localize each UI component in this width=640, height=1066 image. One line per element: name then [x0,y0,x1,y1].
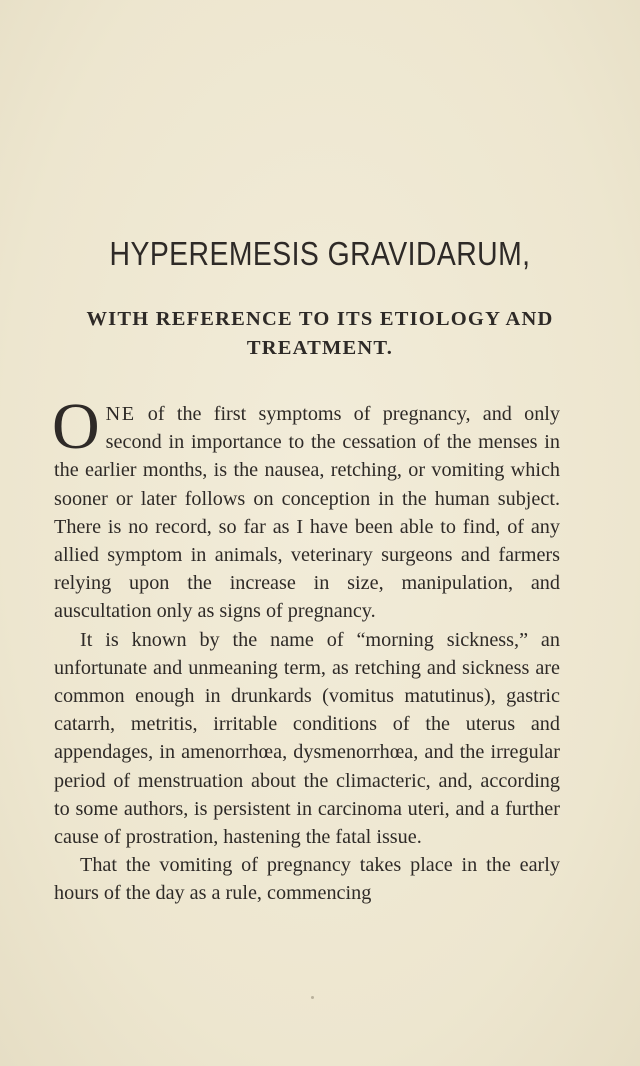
chapter-subtitle: WITH REFERENCE TO ITS ETIOLOGY AND TREATMENT. [86,308,554,359]
chapter-title: HYPEREMESIS GRAVIDARUM, [109,235,531,272]
body-text [52,390,560,908]
drop-cap-letter: O [52,390,100,463]
opening-small-caps: NE [105,403,136,425]
paragraph-1 [52,390,560,626]
paper-speck [311,996,314,999]
paragraph-3: That the vomiting of pregnancy takes place in the early hours of the day as a rule, commencing [54,854,560,905]
paragraph-2: It is known by the name of “morning sickness,” an unfortunate and unmeaning term, as retching and sickness are common enough in drunkards (vomitus matutinus), gastric catarrh, metritis, irritable conditions of the uterus and appendages, in amenorrhœa, dysmenorrhœa, and the irregular period of menstruation about the climacteric, and, according to some authors, is persistent in carcinoma uteri, and a further cause of prostration, hastening the fatal issue. [54,628,560,849]
paragraph-1-text: of the first symptoms of pregnancy, and only second in importance to the cessation of the menses in the earlier months, is the nausea, retching, or vomiting which sooner or later follows on conception in the human subject. There is no record, so far as I have been able to find, of any allied symptom in animals, veterinary surgeons and farmers relying upon the increase in size, manipulation, and auscultation only as signs of pregnancy. [54,403,560,623]
